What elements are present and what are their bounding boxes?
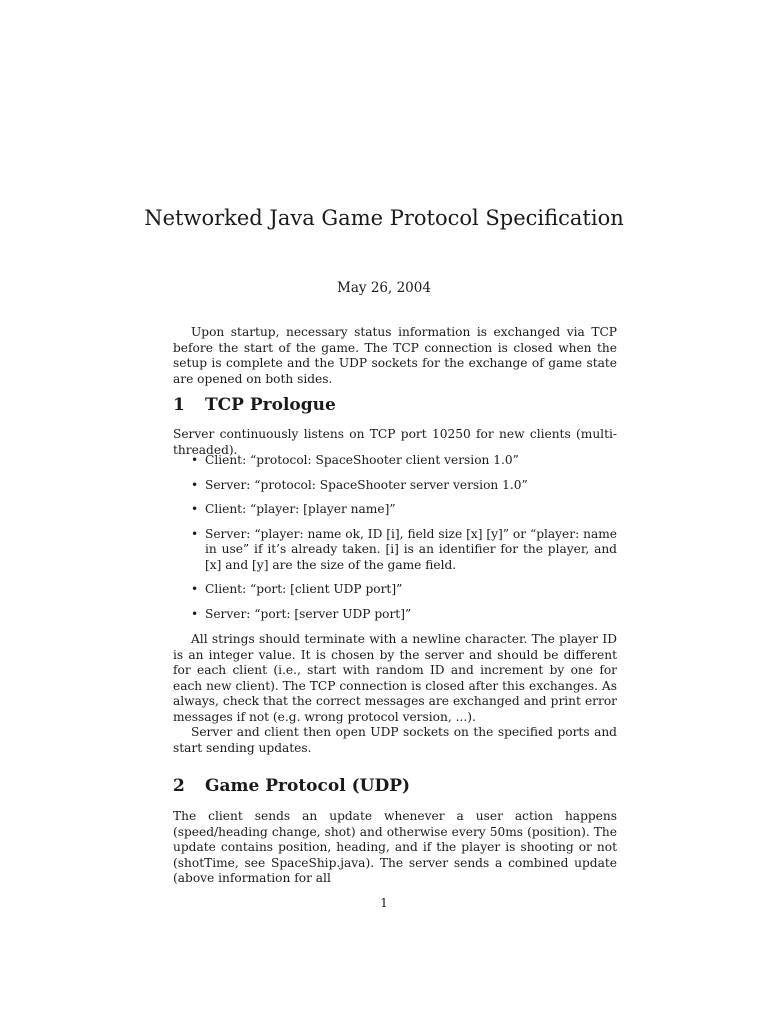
body-paragraph: All strings should terminate with a newline character. The player ID is an integer value. It is chosen by the server and should be different for each client (i.e., start with random ID and increment by one for each new client). The TCP connection is closed after this exchanges. As always, check that the correct messages are exchanged and print error messages if not (e.g. wrong protocol version, ...). xyxy=(173,632,617,724)
section-title: Game Protocol (UDP) xyxy=(205,776,411,796)
section-heading-game-protocol xyxy=(173,776,617,796)
bullet-icon: • xyxy=(191,606,199,621)
list-item-text: Server: “port: [server UDP port]” xyxy=(205,606,412,621)
list-item xyxy=(191,502,617,518)
bullet-icon: • xyxy=(191,477,199,492)
document-title: Networked Java Game Protocol Specification xyxy=(144,206,624,230)
page-number: 1 xyxy=(380,896,388,910)
list-item-text: Server: “protocol: SpaceShooter server version 1.0” xyxy=(205,477,528,492)
section-number: 2 xyxy=(173,776,185,796)
list-item xyxy=(191,453,617,469)
bullet-icon: • xyxy=(191,526,199,541)
list-item xyxy=(191,527,617,574)
list-item xyxy=(191,607,617,623)
bullet-icon: • xyxy=(191,582,199,596)
list-item-text: Client: “protocol: SpaceShooter client version 1.0” xyxy=(205,453,519,467)
body-paragraph: Server and client then open UDP sockets on the specified ports and start sending updates. xyxy=(173,725,617,755)
document-date: May 26, 2004 xyxy=(337,280,431,296)
bullet-icon: • xyxy=(191,453,199,467)
list-item-text: Client: “port: [client UDP port]” xyxy=(205,582,403,596)
intro-paragraph: Upon startup, necessary status information is exchanged via TCP before the start of the game. The TCP connection is closed when the setup is complete and the UDP sockets for the exchange of game state are opened on both sides. xyxy=(173,325,617,386)
list-item-text: Client: “player: [player name]” xyxy=(205,502,396,516)
bullet-icon: • xyxy=(191,502,199,516)
list-item xyxy=(191,478,617,494)
section-heading-tcp-prologue xyxy=(173,395,617,415)
body-paragraph: The client sends an update whenever a user action happens (speed/heading change, shot) and otherwise every 50ms (position). The update contains position, heading, and if the player is shooting or not (shotTime, see SpaceShip.java). The server sends a combined update (above information for all xyxy=(173,809,617,885)
section-number: 1 xyxy=(173,395,185,415)
section-title: TCP Prologue xyxy=(205,395,336,415)
list-item xyxy=(191,582,617,598)
message-list xyxy=(191,453,617,631)
list-item-text: Server: “player: name ok, ID [i], field size [x] [y]” or “player: name in use” if it’s already taken. [i] is an identifier for the player, and [x] and [y] are the size of the game field. xyxy=(205,526,617,572)
section-lead-paragraph: Server continuously listens on TCP port 10250 for new clients (multi-threaded). xyxy=(173,427,617,457)
